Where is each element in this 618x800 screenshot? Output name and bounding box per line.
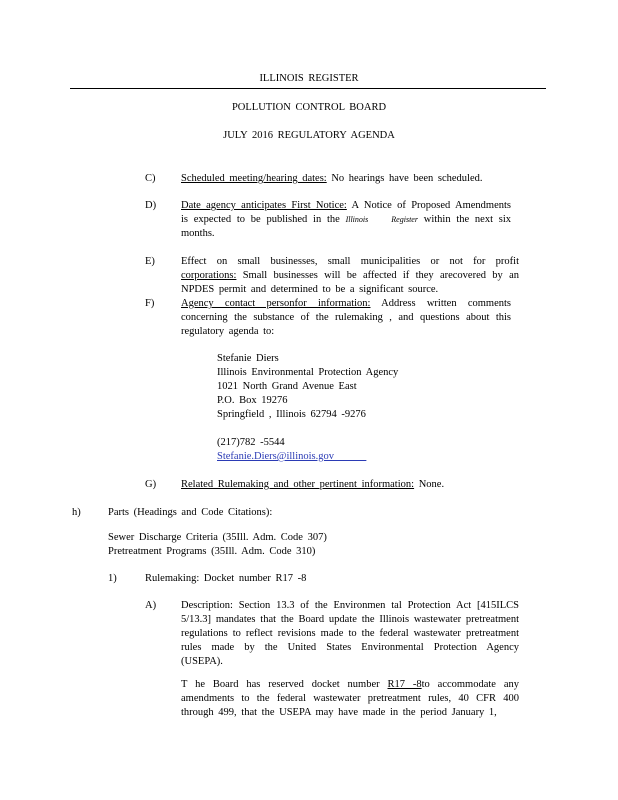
- contact-pobox: P.O. Box 19276: [217, 395, 288, 406]
- item-g-body: None.: [414, 479, 445, 490]
- rulemaking-title: Rulemaking: Docket number R17 -8: [145, 573, 307, 584]
- item-d-text: [181, 199, 511, 241]
- contact-email-row: [217, 450, 366, 464]
- docket-text2: to accommodate any amendments to the federal wastewater pretreatment rules, 40 CFR 400 through 499, that the USEPA may have made in the period January 1,: [181, 679, 519, 718]
- item-f-heading: Agency contact personfor information:: [181, 298, 371, 309]
- item-c-body: No hearings have been scheduled.: [326, 173, 483, 184]
- header-rule: [70, 88, 546, 89]
- item-g-text: [181, 478, 444, 492]
- contact-phone: (217)782 -5544: [217, 437, 285, 448]
- item-e-text: [181, 255, 519, 297]
- email-underline-tail: [334, 451, 366, 462]
- item-d-body2: within the next six months.: [181, 214, 512, 239]
- item-f-body: Address written comments concerning the substance of the rulemaking , and questions about this regulatory agenda to:: [181, 298, 511, 337]
- item-d-body1: A Notice of Proposed Amendments is expected to be published in the: [181, 200, 511, 225]
- contact-street: 1021 North Grand Avenue East: [217, 381, 357, 392]
- docket-number: R17 -8: [387, 679, 422, 690]
- part-307: Sewer Discharge Criteria (35Ill. Adm. Code 307): [108, 532, 327, 543]
- item-c-label: C): [145, 173, 156, 184]
- item-g-label: G): [145, 479, 157, 490]
- item-f-text: [181, 297, 511, 339]
- item-c-heading: Scheduled meeting/hearing dates:: [181, 173, 327, 184]
- description-label: A): [145, 600, 157, 611]
- board-title: POLLUTION CONTROL BOARD: [231, 102, 387, 113]
- item-d-italic-illinois: Illinois: [345, 215, 369, 224]
- item-e-label: E): [145, 256, 155, 267]
- description-text: Description: Section 13.3 of the Environmen tal Protection Act [415ILCS 5/13.3] mandates that the Board update the Illinois wastewater pretreatment regulations to reflect revisions made to the federal wastewater pretreatment rules made by the United States Environmental Protection Agency (USEPA).: [181, 600, 519, 667]
- section-h-title: Parts (Headings and Code Citations):: [108, 507, 273, 518]
- contact-org: Illinois Environmental Protection Agency: [217, 367, 399, 378]
- item-g-heading: Related Rulemaking and other pertinent information:: [181, 479, 415, 490]
- item-e-body1: Effect on small businesses, small municipalities or not for profit: [181, 256, 519, 267]
- docket-text1: T he Board has reserved docket number: [181, 679, 388, 690]
- part-310: Pretreatment Programs (35Ill. Adm. Code 310): [108, 546, 316, 557]
- item-d-italic-register: Register: [391, 215, 418, 224]
- item-f-label: F): [145, 298, 155, 309]
- agenda-title: JULY 2016 REGULATORY AGENDA: [223, 130, 395, 141]
- rulemaking-label: 1): [108, 573, 117, 584]
- section-h-label: h): [72, 507, 81, 518]
- item-d-label: D): [145, 200, 157, 211]
- register-title: ILLINOIS REGISTER: [259, 73, 359, 84]
- item-e-heading: corporations:: [181, 270, 237, 281]
- contact-name: Stefanie Diers: [217, 353, 279, 364]
- docket-paragraph: [181, 678, 519, 720]
- item-c-text: [181, 172, 483, 186]
- contact-email-link[interactable]: Stefanie.Diers@illinois.gov: [217, 451, 334, 462]
- item-e-body2: Small businesses will be affected if they arecovered by an NPDES permit and determined to be a significant source.: [181, 270, 519, 295]
- contact-city: Springfield , Illinois 62794 -9276: [217, 409, 366, 420]
- item-d-heading: Date agency anticipates First Notice:: [181, 200, 347, 211]
